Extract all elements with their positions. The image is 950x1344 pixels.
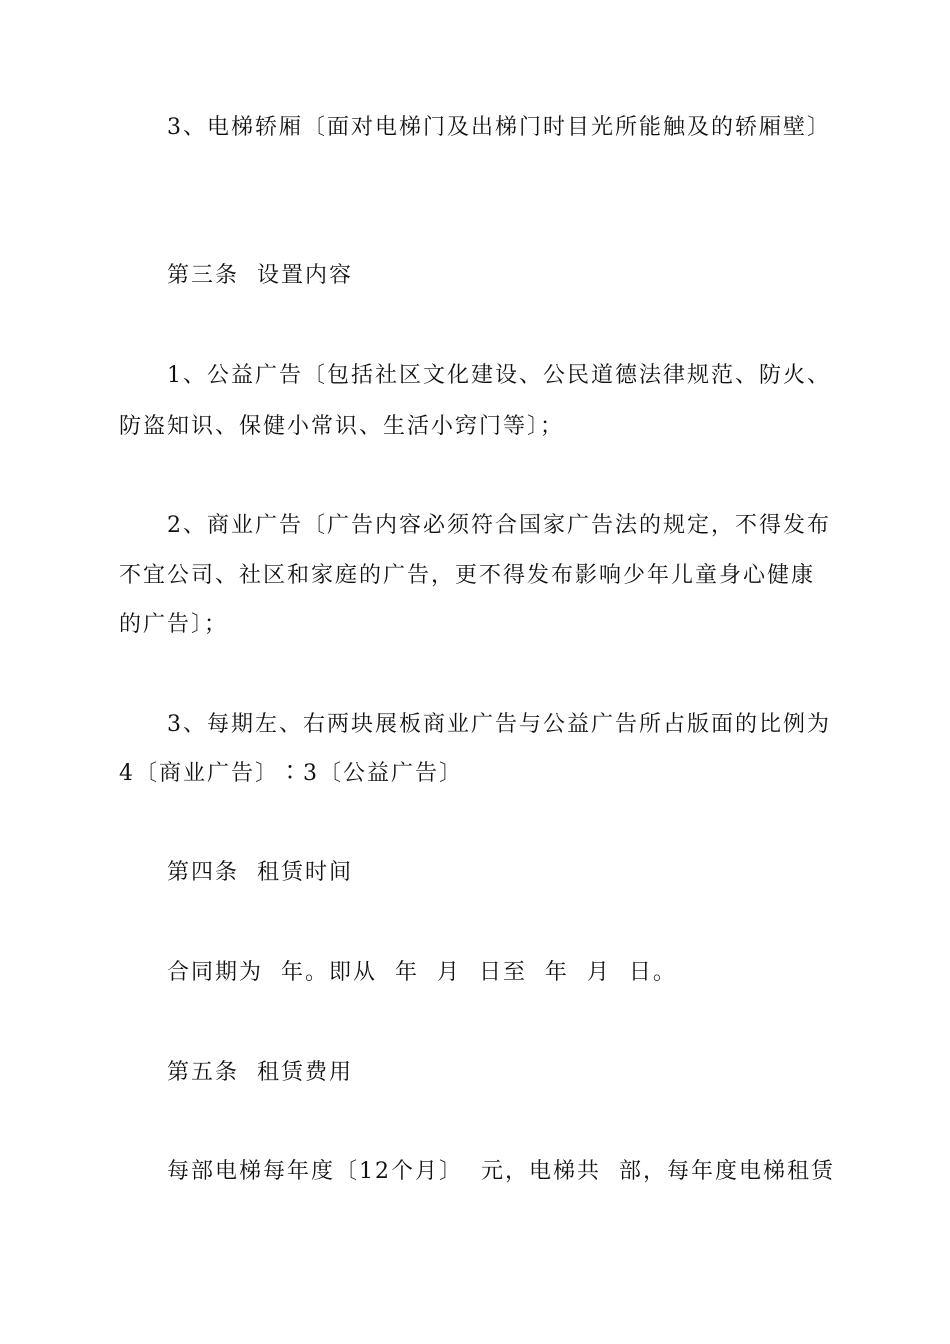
commercial-ad-item-line-3: 的广告〕；	[119, 612, 229, 637]
lease-fee-text: 每部电梯每年度〔12个月〕 元，电梯共 部，每年度电梯租赁	[167, 1159, 835, 1184]
public-ad-item-line-1: 1、公益广告〔包括社区文化建设、公民道德法律规范、防火、	[167, 363, 831, 388]
ad-ratio-item-line-1: 3、每期左、右两块展板商业广告与公益广告所占版面的比例为	[167, 712, 831, 737]
ad-ratio-item-line-2: 4〔商业广告〕∶3〔公益广告〕	[119, 761, 463, 786]
article-5-heading: 第五条 租赁费用	[167, 1060, 353, 1085]
article-4-heading: 第四条 租赁时间	[167, 860, 353, 885]
commercial-ad-item-line-2: 不宜公司、社区和家庭的广告，更不得发布影响少年儿童身心健康	[119, 563, 816, 588]
elevator-cabin-item: 3、电梯轿厢〔面对电梯门及出梯门时目光所能触及的轿厢壁〕	[167, 115, 831, 140]
commercial-ad-item-line-1: 2、商业广告〔广告内容必须符合国家广告法的规定，不得发布	[167, 513, 831, 538]
article-3-heading: 第三条 设置内容	[167, 263, 353, 288]
lease-period-text: 合同期为 年。即从 年 月 日至 年 月 日。	[167, 960, 677, 985]
public-ad-item-line-2: 防盗知识、保健小常识、生活小窍门等〕；	[119, 414, 565, 439]
